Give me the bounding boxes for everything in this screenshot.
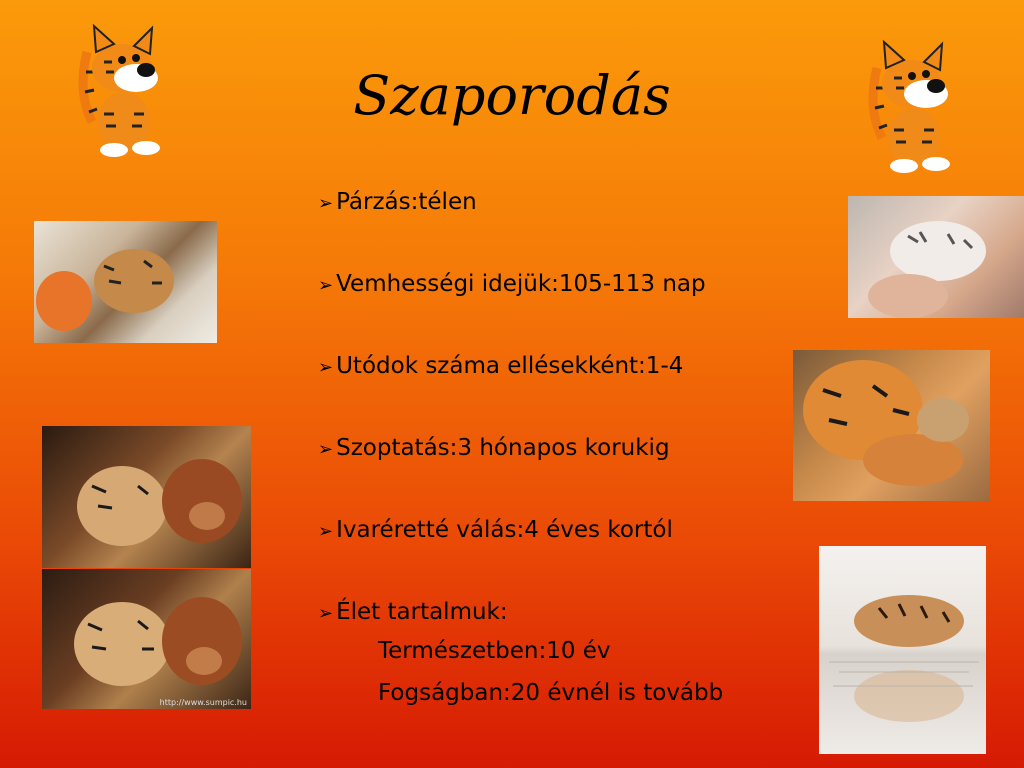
arrow-bullet-icon: ➢ [318, 193, 334, 214]
photo-tiger-orangutan-2 [42, 569, 251, 709]
arrow-bullet-icon: ➢ [318, 521, 334, 542]
bullet-item [318, 514, 788, 596]
bullet-text: Élet tartalmuk: [336, 599, 508, 625]
photo-tiger-cub-reflection [819, 546, 986, 754]
slide-title: Szaporodás [353, 64, 671, 127]
bullet-text: Vemhességi idejük:105-113 nap [336, 271, 706, 297]
bullet-list [318, 186, 788, 714]
bullet-text: Utódok száma ellésekként:1-4 [336, 353, 684, 379]
photo-watermark: http://www.sumpic.hu [159, 698, 247, 707]
bullet-text: Szoptatás:3 hónapos korukig [336, 435, 670, 461]
arrow-bullet-icon: ➢ [318, 357, 334, 378]
bullet-item [318, 350, 788, 432]
bullet-item [318, 432, 788, 514]
sub-item: Természetben:10 év [378, 638, 611, 664]
bullet-text: Párzás:télen [336, 189, 477, 215]
arrow-bullet-icon: ➢ [318, 603, 334, 624]
photo-white-tiger-cub [848, 196, 1024, 318]
photo-tiger-mother-cub [793, 350, 990, 501]
photo-tiger-cub-playing [34, 221, 217, 343]
bullet-item [318, 596, 788, 630]
arrow-bullet-icon: ➢ [318, 275, 334, 296]
photo-tiger-orangutan-1 [42, 426, 251, 568]
arrow-bullet-icon: ➢ [318, 439, 334, 460]
cartoon-tiger-left [72, 22, 172, 162]
cartoon-tiger-right [862, 38, 962, 178]
bullet-item [318, 268, 788, 350]
bullet-text: Ivaréretté válás:4 éves kortól [336, 517, 673, 543]
bullet-item [318, 186, 788, 268]
sub-item: Fogságban:20 évnél is tovább [378, 680, 724, 706]
